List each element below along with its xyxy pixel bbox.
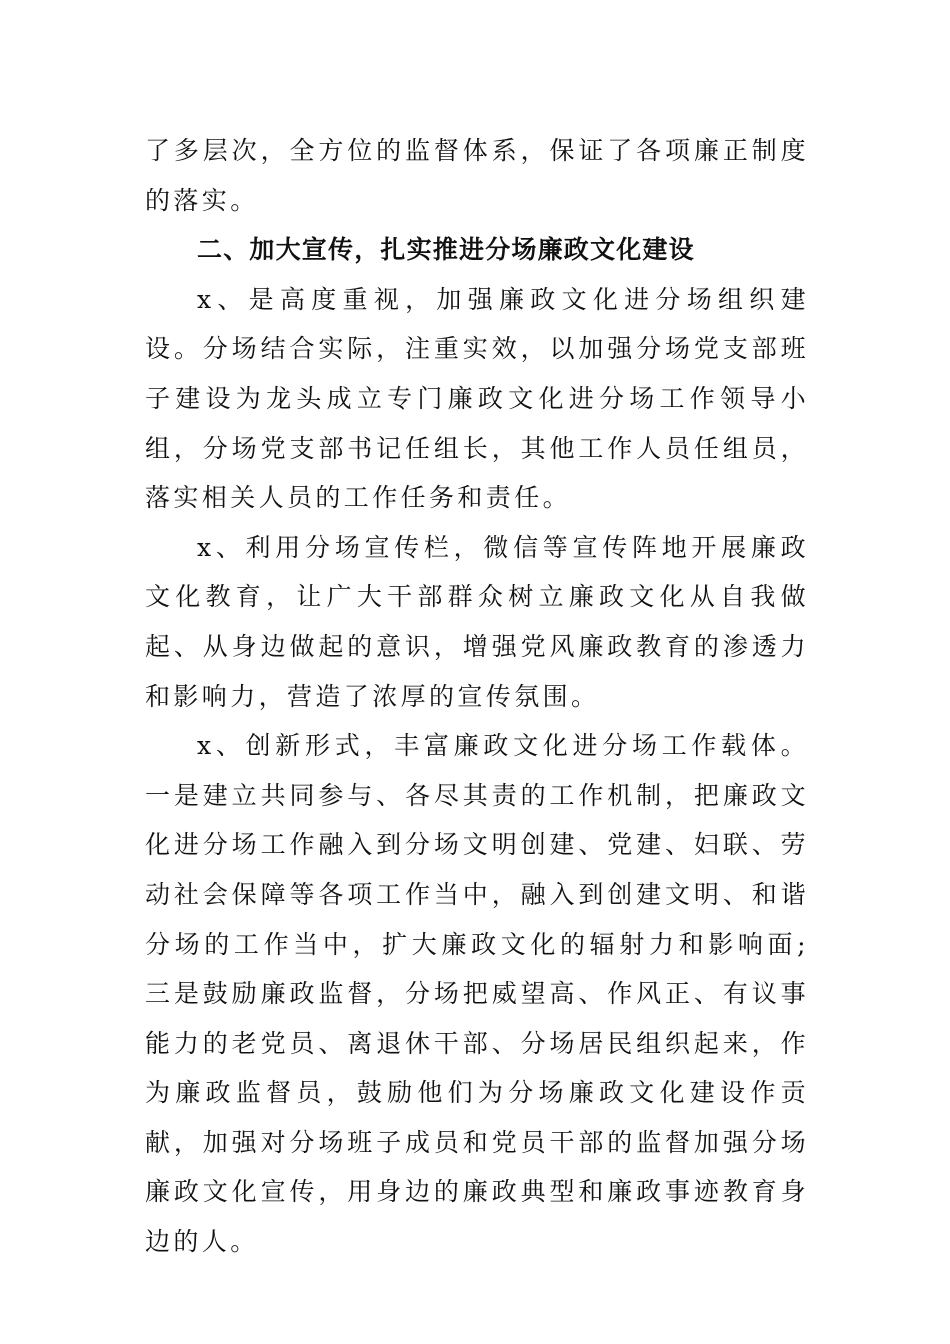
document-body [145, 126, 809, 1267]
paragraph-continuation: 了多层次，全方位的监督体系，保证了各项廉正制度的落实。 [145, 136, 809, 215]
paragraph-2: x、利用分场宣传栏，微信等宣传阵地开展廉政文化教育，让广大干部群众树立廉政文化从自我做起、从身边做起的意识，增强党风廉政教育的渗透力和影响力，营造了浓厚的宣传氛围。 [145, 532, 809, 711]
section-heading: 二、加大宣传，扎实推进分场廉政文化建设 [197, 235, 695, 265]
paragraph-3: x、创新形式，丰富廉政文化进分场工作载体。一是建立共同参与、各尽其责的工作机制，把廉政文化进分场工作融入到分场文明创建、党建、妇联、劳动社会保障等各项工作当中，融入到创建文明、和谐分场的工作当中，扩大廉政文化的辐射力和影响面;三是鼓励廉政监督，分场把威望高、作风正、有议事能力的老党员、离退休干部、分场居民组织起来，作为廉政监督员，鼓励他们为分场廉政文化建设作贡献，加强对分场班子成员和党员干部的监督加强分场廉政文化宣传，用身边的廉政典型和廉政事迹教育身边的人。 [145, 731, 809, 1257]
paragraph-1: x、是高度重视，加强廉政文化进分场组织建设。分场结合实际，注重实效，以加强分场党支部班子建设为龙头成立专门廉政文化进分场工作领导小组，分场党支部书记任组长，其他工作人员任组员，落实相关人员的工作任务和责任。 [145, 284, 809, 513]
